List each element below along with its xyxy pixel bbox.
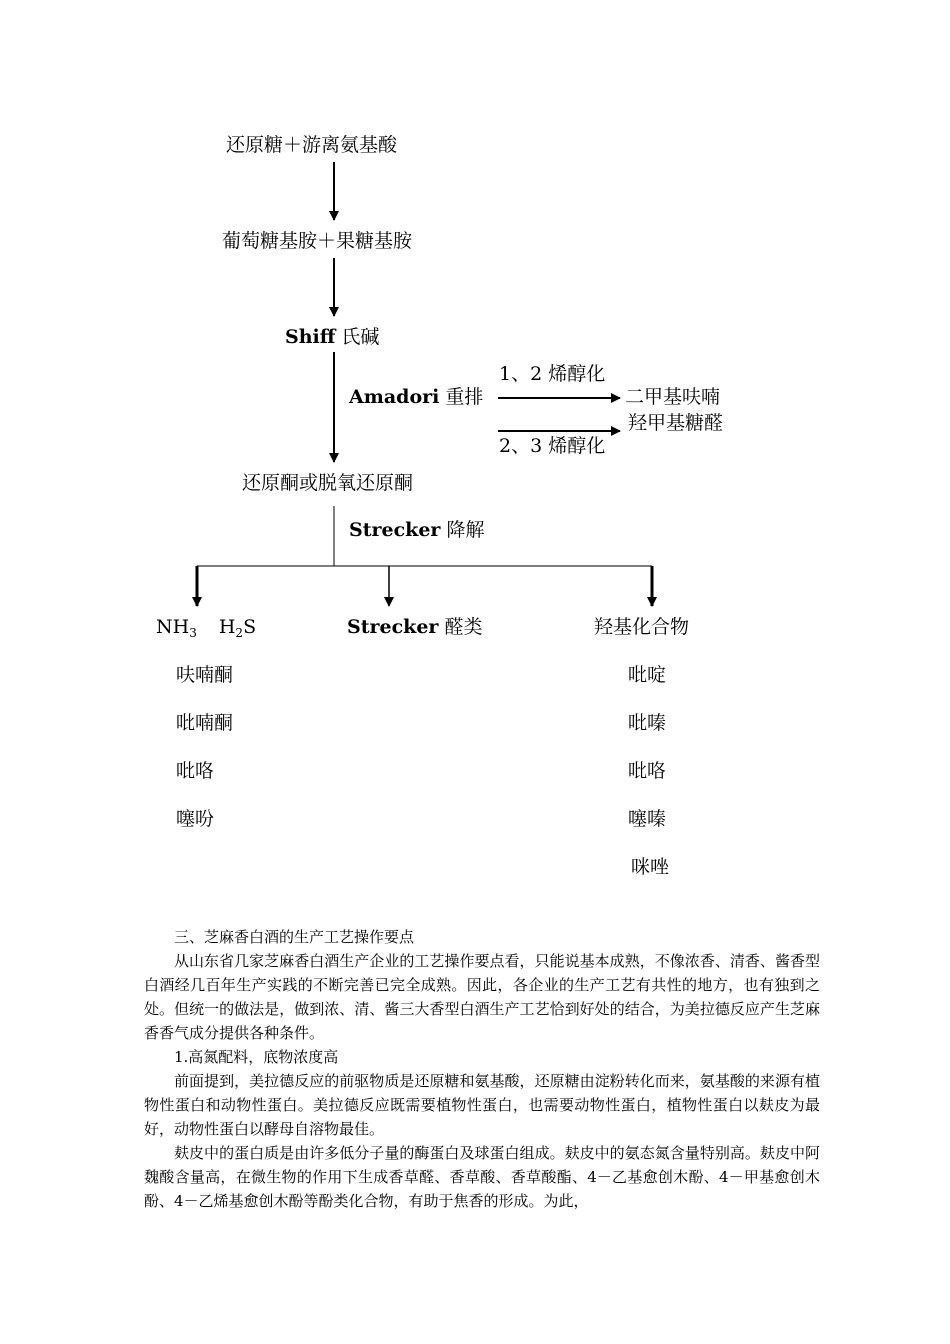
h-subscript: 2 [235,626,244,640]
right-item-thiazine: 噻嗪 [628,808,667,830]
left-item-pyranone: 吡喃酮 [176,712,234,734]
product-hydroxymethylfurfural: 羟甲基糖醛 [628,412,724,434]
paragraph-intro: 从山东省几家芝麻香白酒生产企业的工艺操作要点看，只能说基本成熟，不像浓香、清香、酱香型白酒经几百年生产实践的不断完善已完全成熟。因此，各企业的生产工艺有共性的地方，也有独到之处。但统一的做法是，做到浓、清、酱三大香型白酒生产工艺恰到好处的结合，为美拉德反应产生芝麻香香气成分提供各种条件。 [144,952,820,1042]
schiff-suffix: 氏碱 [335,326,380,348]
step-reducing-sugar: 还原糖＋游离氨基酸 [226,134,398,156]
nh-subscript: 3 [189,626,197,640]
paragraph-bran: 麸皮中的蛋白质是由许多低分子量的酶蛋白及球蛋白组成。麸皮中的氨态氮含量特别高。麸皮中阿魏酸含量高，在微生物的作用下生成香草醛、香草酸、香草酸酯、4－乙基愈创木酚、4－甲基愈创木酚、4－乙烯基愈创木酚等酚类化合物，有助于焦香的形成。为此， [144,1144,820,1210]
branch-right-title: 羟基化合物 [594,616,690,638]
amadori-rearrangement-label [349,388,483,407]
strecker-degradation-label [349,521,484,540]
branch-left-title [156,618,256,639]
right-item-pyrazine: 吡嗪 [628,712,667,734]
strecker-aldehyde-label: Strecker [347,616,439,638]
strecker-aldehyde-suffix: 醛类 [438,616,483,638]
strecker-suffix: 降解 [440,519,485,541]
right-item-pyridine: 吡啶 [628,664,667,686]
subsection-heading: 1.高氮配料，底物浓度高 [174,1048,339,1066]
s-text: S [243,616,257,638]
left-item-pyrrole: 吡咯 [176,760,215,782]
step-glycosylamine: 葡萄糖基胺＋果糖基胺 [222,230,413,252]
amadori-label: Amadori [349,386,440,408]
strecker-label: Strecker [349,519,441,541]
step-schiff-base [285,328,379,347]
document-body [144,925,820,1213]
left-item-furanone: 呋喃酮 [176,664,234,686]
left-item-thiophene: 噻吩 [176,808,215,830]
nh-text: NH [156,616,190,638]
schiff-label: Shiff [285,326,336,348]
product-dimethylfuran: 二甲基呋喃 [625,386,721,408]
step-reductone: 还原酮或脱氧还原酮 [242,472,414,494]
h-text: H [218,616,236,638]
right-item-pyrrole: 吡咯 [628,760,667,782]
enolization-23-label: 2、3 烯醇化 [499,435,606,457]
branch-mid-title [347,618,482,637]
paragraph-precursors: 前面提到，美拉德反应的前驱物质是还原糖和氨基酸，还原糖由淀粉转化而来，氨基酸的来源有植物性蛋白和动物性蛋白。美拉德反应既需要植物性蛋白，也需要动物性蛋白，植物性蛋白以麸皮为最好，动物性蛋白以酵母自溶物最佳。 [144,1072,820,1138]
section-heading: 三、芝麻香白酒的生产工艺操作要点 [174,928,415,946]
enolization-12-label: 1、2 烯醇化 [499,363,606,385]
right-item-imidazole: 咪唑 [631,856,670,878]
amadori-suffix: 重排 [439,386,484,408]
